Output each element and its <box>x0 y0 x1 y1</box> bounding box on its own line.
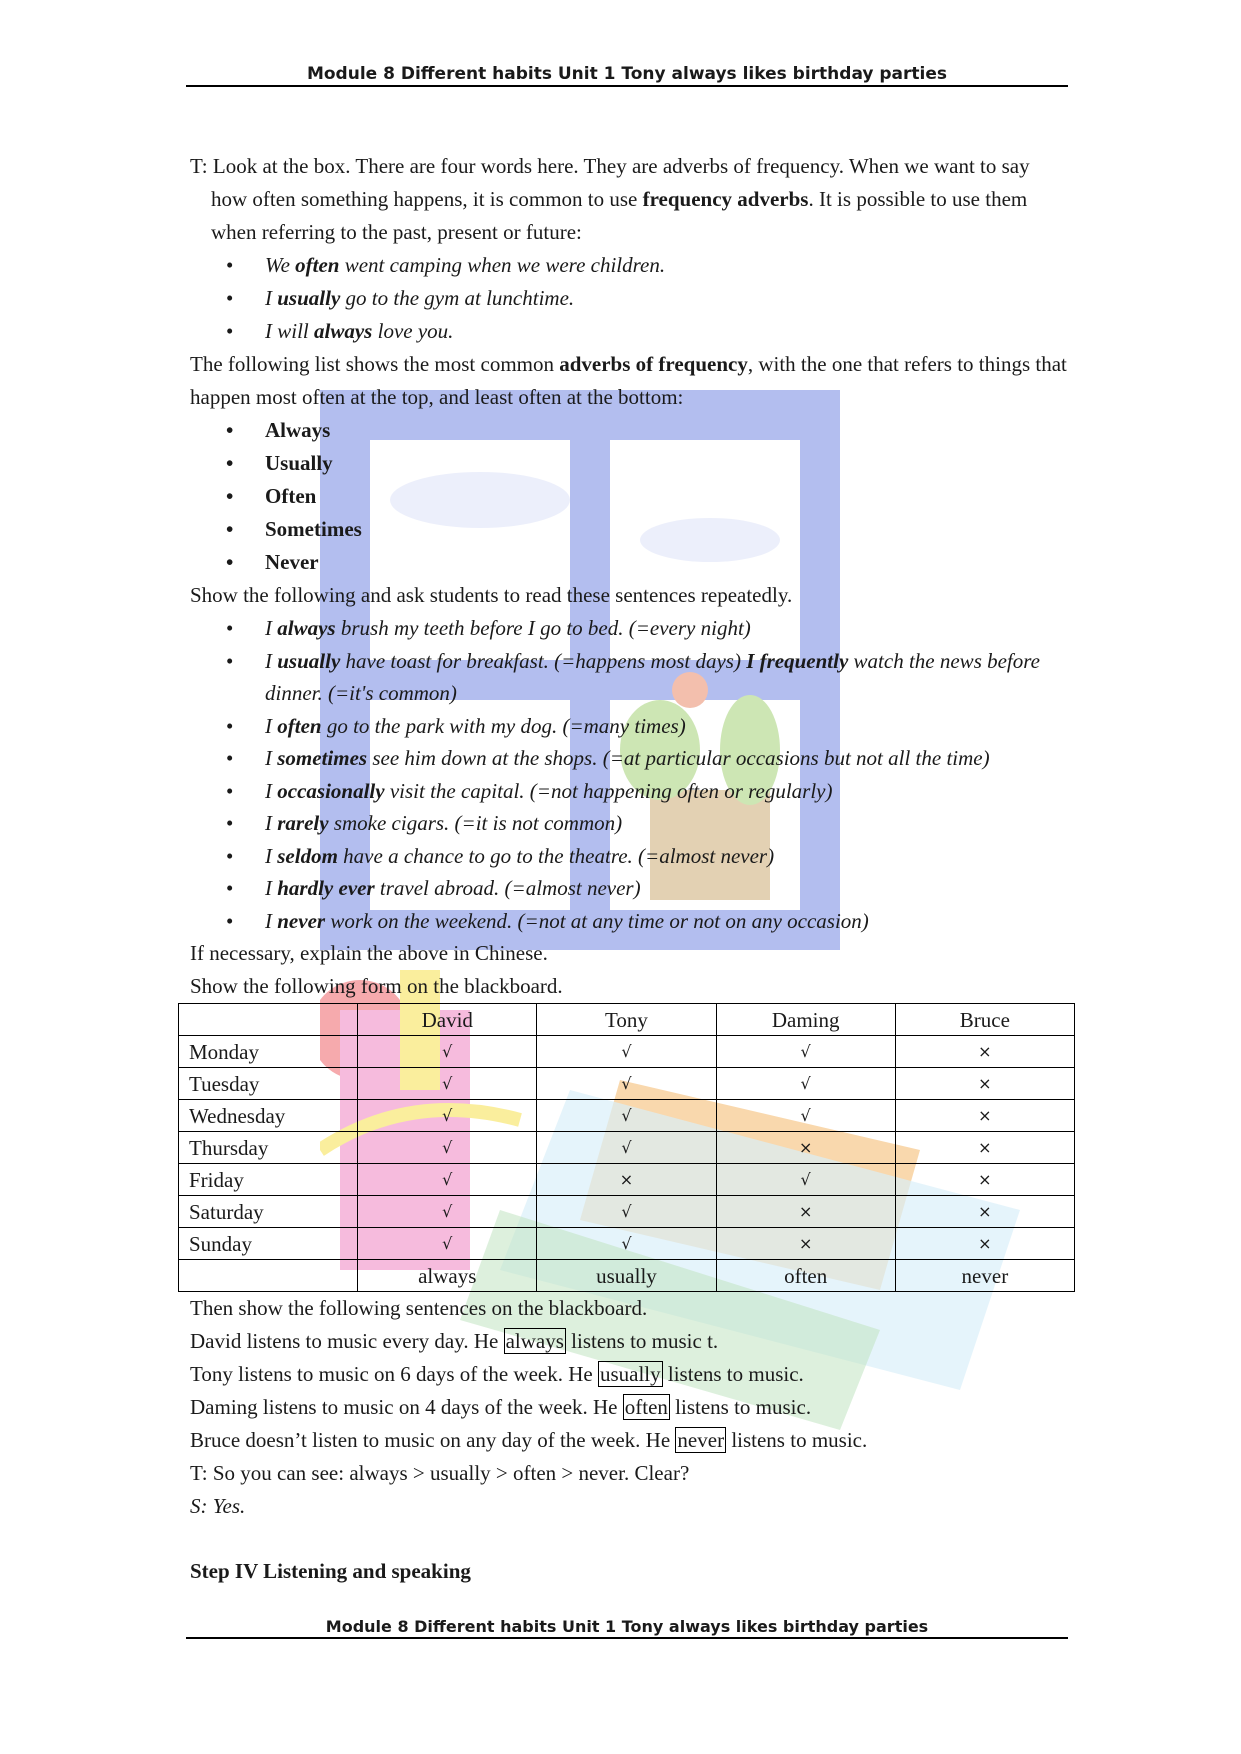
table-row <box>179 1100 1075 1132</box>
mark-cell: × <box>716 1228 895 1260</box>
list-item: • I usually go to the gym at lunchtime. <box>226 286 575 310</box>
day-cell: Thursday <box>179 1132 358 1164</box>
boxed-adverb: usually <box>599 1362 661 1386</box>
show-sentences-paragraph: Show the following and ask students to read these sentences repeatedly. <box>190 583 793 607</box>
footer-cell: often <box>716 1260 895 1292</box>
mark-cell: √ <box>358 1164 537 1196</box>
board-sentence: Daming listens to music on 4 days of the week. He often listens to music. <box>190 1395 812 1419</box>
page-header: Module 8 Different habits Unit 1 Tony always likes birthday parties <box>186 64 1068 87</box>
list-item: • I sometimes see him down at the shops. (=at particular occasions but not all the time) <box>226 746 990 770</box>
footer-cell: never <box>895 1260 1074 1292</box>
list-item: • Often <box>226 484 317 508</box>
list-intro-paragraph: The following list shows the most common adverbs of frequency, with the one that refers to things that happen most often at the top, and least often at the bottom: <box>190 352 1067 409</box>
mark-cell: √ <box>358 1196 537 1228</box>
day-cell: Monday <box>179 1036 358 1068</box>
table-header-cell <box>179 1004 358 1036</box>
mark-cell: × <box>895 1068 1074 1100</box>
table-header-cell: Tony <box>537 1004 716 1036</box>
mark-cell: × <box>716 1196 895 1228</box>
board-sentence: Tony listens to music on 6 days of the week. He usually listens to music. <box>190 1362 804 1386</box>
mark-cell: √ <box>716 1068 895 1100</box>
list-item: • We often went camping when we were children. <box>226 253 666 277</box>
list-item: • I never work on the weekend. (=not at any time or not on any occasion) <box>226 908 869 933</box>
list-item: • Sometimes <box>226 517 362 541</box>
mark-cell: × <box>895 1132 1074 1164</box>
list-item: • I hardly ever travel abroad. (=almost never) <box>226 876 641 900</box>
mark-cell: × <box>716 1132 895 1164</box>
mark-cell: √ <box>537 1068 716 1100</box>
page-footer: Module 8 Different habits Unit 1 Tony always likes birthday parties <box>186 1617 1068 1639</box>
table-row <box>179 1164 1075 1196</box>
day-cell: Friday <box>179 1164 358 1196</box>
board-sentence: Bruce doesn’t listen to music on any day of the week. He never listens to music. <box>190 1428 868 1452</box>
mark-cell: √ <box>537 1196 716 1228</box>
sentence-list <box>190 612 1070 937</box>
habits-table <box>178 1003 1075 1292</box>
list-item: • I will always love you. <box>226 319 454 343</box>
footer-cell: always <box>358 1260 537 1292</box>
mark-cell: × <box>895 1164 1074 1196</box>
step-heading: Step IV Listening and speaking <box>190 1559 471 1583</box>
mark-cell: √ <box>358 1228 537 1260</box>
form-intro-paragraph: Show the following form on the blackboard. <box>190 974 563 998</box>
mark-cell: × <box>895 1100 1074 1132</box>
table-header-cell: David <box>358 1004 537 1036</box>
mark-cell: √ <box>358 1100 537 1132</box>
list-item: • I rarely smoke cigars. (=it is not common) <box>226 811 623 835</box>
mark-cell: × <box>895 1196 1074 1228</box>
table-row <box>179 1196 1075 1228</box>
table-header-cell: Daming <box>716 1004 895 1036</box>
list-item: • I usually have toast for breakfast. (=happens most days) I frequently watch the news before dinner. (=it's common) <box>226 648 1040 705</box>
mark-cell: √ <box>358 1068 537 1100</box>
adverb-list <box>190 414 1070 579</box>
table-row <box>179 1228 1075 1260</box>
mark-cell: √ <box>716 1100 895 1132</box>
table-row <box>179 1036 1075 1068</box>
list-item: • I seldom have a chance to go to the theatre. (=almost never) <box>226 843 775 868</box>
mark-cell: √ <box>537 1132 716 1164</box>
list-item: • Always <box>226 418 331 442</box>
table-row <box>179 1132 1075 1164</box>
table-header-cell: Bruce <box>895 1004 1074 1036</box>
mark-cell: × <box>537 1164 716 1196</box>
footer-cell <box>179 1260 358 1292</box>
mark-cell: √ <box>358 1132 537 1164</box>
list-item: • I often go to the park with my dog. (=many times) <box>226 713 686 738</box>
then-show-paragraph: Then show the following sentences on the blackboard. <box>190 1296 648 1320</box>
mark-cell: √ <box>537 1228 716 1260</box>
explain-paragraph: If necessary, explain the above in Chinese. <box>190 941 548 965</box>
student-line: S: Yes. <box>190 1494 246 1518</box>
table-header-row <box>179 1004 1075 1036</box>
list-item: • Never <box>226 550 319 574</box>
mark-cell: × <box>895 1228 1074 1260</box>
list-item: • I always brush my teeth before I go to bed. (=every night) <box>226 616 751 640</box>
example-list <box>190 249 1070 348</box>
list-item: • Usually <box>226 451 333 475</box>
mark-cell: √ <box>537 1100 716 1132</box>
day-cell: Sunday <box>179 1228 358 1260</box>
board-sentence: David listens to music every day. He always listens to music t. <box>190 1329 719 1353</box>
intro-paragraph: T: Look at the box. There are four words here. They are adverbs of frequency. When we want to say how often something happens, it is common to use frequency adverbs. It is possible to use them when referring to the past, present or future: <box>190 154 1030 244</box>
list-item: • I occasionally visit the capital. (=not happening often or regularly) <box>226 778 833 803</box>
boxed-adverb: often <box>624 1395 668 1419</box>
mark-cell: √ <box>716 1036 895 1068</box>
boxed-adverb: never <box>677 1428 725 1452</box>
boxed-adverb: always <box>505 1329 564 1353</box>
footer-cell: usually <box>537 1260 716 1292</box>
table-footer-row <box>179 1260 1075 1292</box>
mark-cell: √ <box>716 1164 895 1196</box>
mark-cell: √ <box>537 1036 716 1068</box>
table-row <box>179 1068 1075 1100</box>
day-cell: Tuesday <box>179 1068 358 1100</box>
mark-cell: × <box>895 1036 1074 1068</box>
mark-cell: √ <box>358 1036 537 1068</box>
lesson-body <box>190 150 1070 1588</box>
day-cell: Saturday <box>179 1196 358 1228</box>
teacher-line: T: So you can see: always > usually > often > never. Clear? <box>190 1461 690 1485</box>
day-cell: Wednesday <box>179 1100 358 1132</box>
